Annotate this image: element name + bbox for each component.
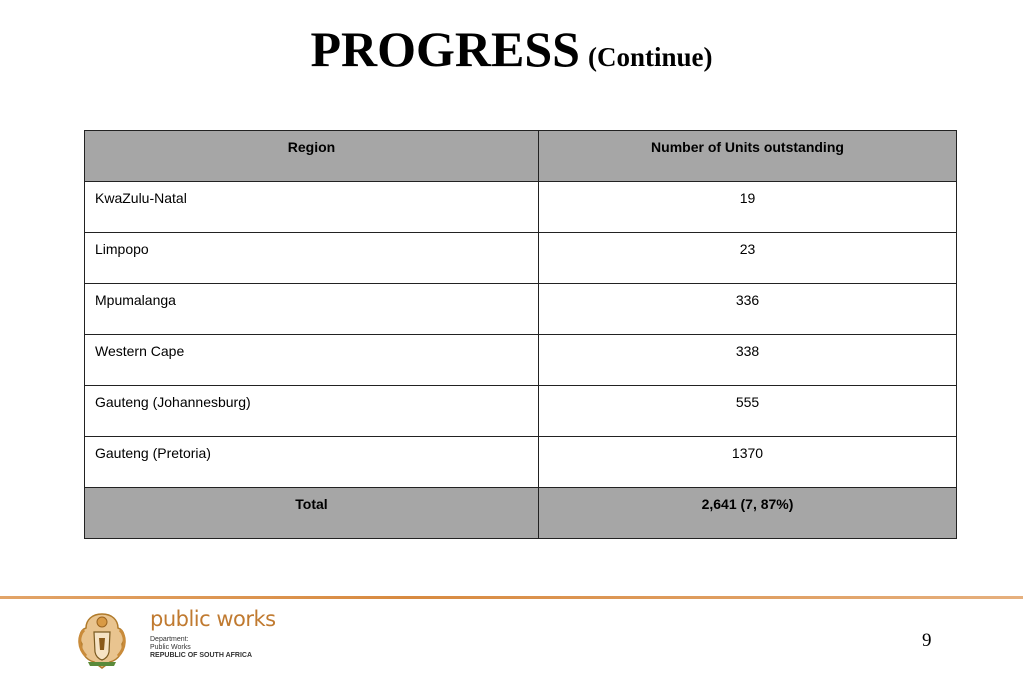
- region-cell: Gauteng (Pretoria): [85, 437, 539, 488]
- table-row: [85, 335, 957, 386]
- units-cell: 555: [539, 386, 957, 437]
- title-main: PROGRESS: [310, 21, 580, 77]
- region-cell: Western Cape: [85, 335, 539, 386]
- table-row: [85, 233, 957, 284]
- region-cell: KwaZulu-Natal: [85, 182, 539, 233]
- table-total-row: [85, 488, 957, 539]
- header-units: Number of Units outstanding: [539, 131, 957, 182]
- units-cell: 338: [539, 335, 957, 386]
- units-cell: 19: [539, 182, 957, 233]
- region-cell: Limpopo: [85, 233, 539, 284]
- brand-block: [150, 609, 276, 660]
- region-cell: Mpumalanga: [85, 284, 539, 335]
- table-header-row: [85, 131, 957, 182]
- brand-line-department: Department:: [150, 636, 189, 643]
- header-region: Region: [85, 131, 539, 182]
- table-row: [85, 386, 957, 437]
- title-subtitle: (Continue): [588, 42, 713, 72]
- coat-of-arms-icon: [74, 608, 130, 670]
- total-value: 2,641 (7, 87%): [539, 488, 957, 539]
- total-label: Total: [85, 488, 539, 539]
- table-row: [85, 437, 957, 488]
- region-cell: Gauteng (Johannesburg): [85, 386, 539, 437]
- table-row: [85, 284, 957, 335]
- table-row: [85, 182, 957, 233]
- slide-title: [0, 21, 1023, 77]
- units-table: [84, 130, 957, 539]
- units-cell: 336: [539, 284, 957, 335]
- units-cell: 1370: [539, 437, 957, 488]
- brand-name: public works: [150, 607, 276, 631]
- brand-line-public-works: Public Works: [150, 644, 191, 651]
- page-number: 9: [922, 630, 932, 651]
- units-cell: 23: [539, 233, 957, 284]
- brand-line-country: REPUBLIC OF SOUTH AFRICA: [150, 652, 253, 659]
